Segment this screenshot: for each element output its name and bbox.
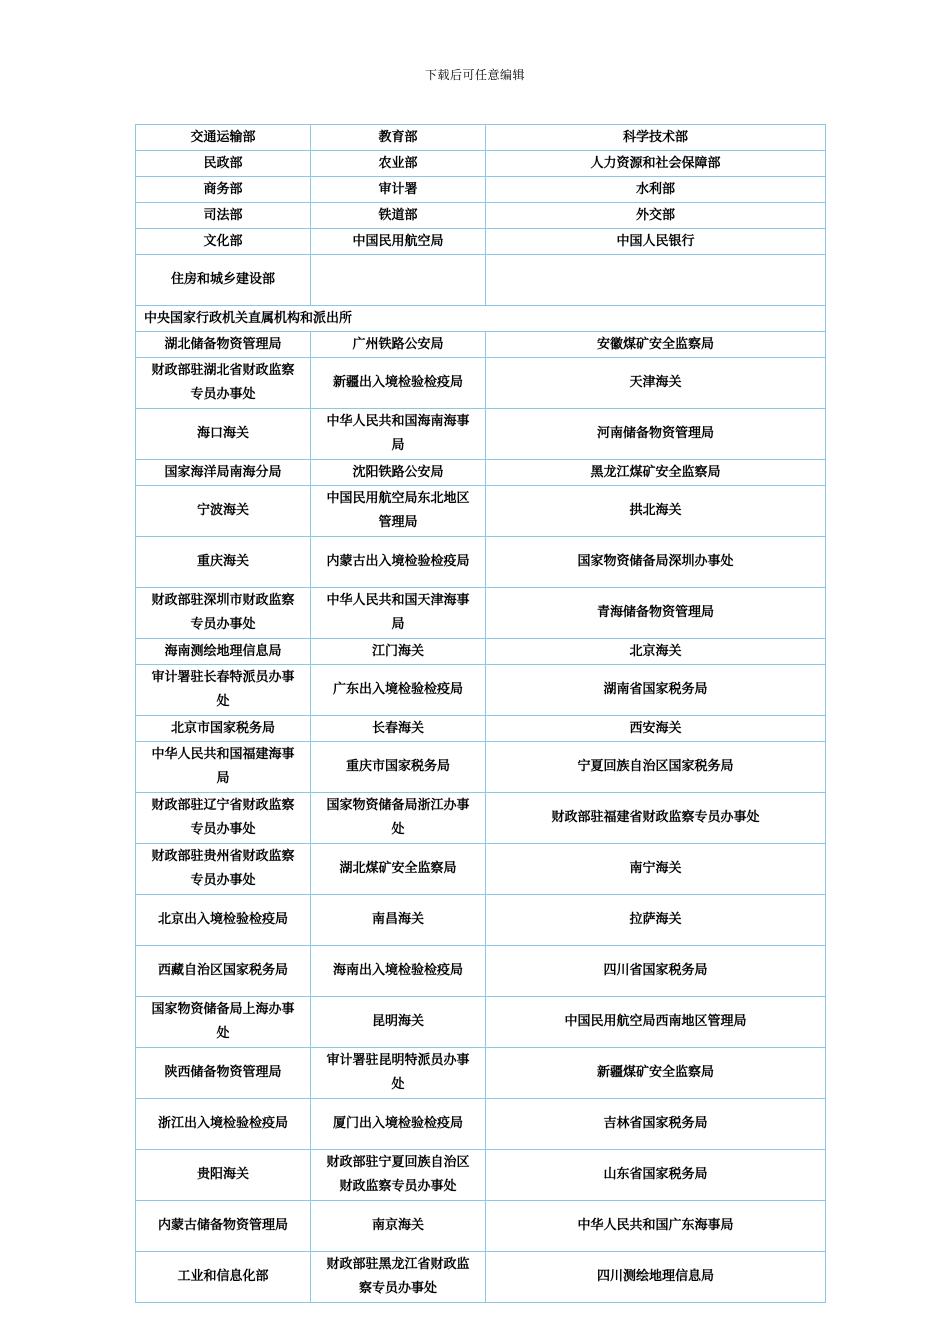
- table-cell: 南京海关: [311, 1201, 486, 1252]
- table-cell: 商务部: [136, 177, 311, 203]
- table-cell: 北京海关: [486, 639, 826, 665]
- table-cell: 财政部驻宁夏回族自治区财政监察专员办事处: [311, 1150, 486, 1201]
- table-cell: 贵阳海关: [136, 1150, 311, 1201]
- table-cell: 中国民用航空局西南地区管理局: [486, 997, 826, 1048]
- table-row: [136, 486, 826, 537]
- section-title: 中央国家行政机关直属机构和派出所: [136, 306, 826, 332]
- table-cell: 中华人民共和国广东海事局: [486, 1201, 826, 1252]
- table-cell: 海南出入境检验检疫局: [311, 946, 486, 997]
- table-cell: 中华人民共和国福建海事局: [136, 742, 311, 793]
- table-cell: 内蒙古出入境检验检疫局: [311, 537, 486, 588]
- table-cell: 天津海关: [486, 358, 826, 409]
- table-cell: 陕西储备物资管理局: [136, 1048, 311, 1099]
- table-cell: 湖南省国家税务局: [486, 665, 826, 716]
- table-row: [136, 1150, 826, 1201]
- table-cell: 黑龙江煤矿安全监察局: [486, 460, 826, 486]
- table-cell: 铁道部: [311, 203, 486, 229]
- table-cell: 中国民用航空局东北地区管理局: [311, 486, 486, 537]
- table-cell: 四川省国家税务局: [486, 946, 826, 997]
- table-cell: 西藏自治区国家税务局: [136, 946, 311, 997]
- table-cell: 外交部: [486, 203, 826, 229]
- table-cell: 新疆煤矿安全监察局: [486, 1048, 826, 1099]
- table-cell: 工业和信息化部: [136, 1252, 311, 1303]
- table-cell: 科学技术部: [486, 125, 826, 151]
- table-cell: 财政部驻贵州省财政监察专员办事处: [136, 844, 311, 895]
- table-cell: 北京市国家税务局: [136, 716, 311, 742]
- table-cell: 交通运输部: [136, 125, 311, 151]
- table-row: [136, 588, 826, 639]
- table-cell: 昆明海关: [311, 997, 486, 1048]
- table-row: [136, 125, 826, 151]
- table-cell: 湖北煤矿安全监察局: [311, 844, 486, 895]
- table-cell: 浙江出入境检验检疫局: [136, 1099, 311, 1150]
- table-cell: 农业部: [311, 151, 486, 177]
- table-cell: 吉林省国家税务局: [486, 1099, 826, 1150]
- table-cell: [486, 255, 826, 306]
- table-row: [136, 229, 826, 255]
- table-cell: 司法部: [136, 203, 311, 229]
- table-cell: 中华人民共和国天津海事局: [311, 588, 486, 639]
- table-row: [136, 203, 826, 229]
- table-cell: 山东省国家税务局: [486, 1150, 826, 1201]
- table-cell: 广州铁路公安局: [311, 332, 486, 358]
- table-cell: 审计署: [311, 177, 486, 203]
- table-cell: 四川测绘地理信息局: [486, 1252, 826, 1303]
- agency-table: [135, 124, 826, 1303]
- table-cell: 南昌海关: [311, 895, 486, 946]
- table-cell: 宁波海关: [136, 486, 311, 537]
- table-cell: 财政部驻福建省财政监察专员办事处: [486, 793, 826, 844]
- table-row: [136, 716, 826, 742]
- table-cell: 海南测绘地理信息局: [136, 639, 311, 665]
- table-row: [136, 460, 826, 486]
- table-row: [136, 895, 826, 946]
- table-cell: 拱北海关: [486, 486, 826, 537]
- table-row: [136, 1048, 826, 1099]
- table-cell: 北京出入境检验检疫局: [136, 895, 311, 946]
- table-cell: 财政部驻湖北省财政监察专员办事处: [136, 358, 311, 409]
- table-cell: 河南储备物资管理局: [486, 409, 826, 460]
- table-cell: 财政部驻深圳市财政监察专员办事处: [136, 588, 311, 639]
- table-row: [136, 537, 826, 588]
- table-cell: 审计署驻长春特派员办事处: [136, 665, 311, 716]
- table-cell: 江门海关: [311, 639, 486, 665]
- table-cell: 重庆海关: [136, 537, 311, 588]
- table-cell: 新疆出入境检验检疫局: [311, 358, 486, 409]
- table-cell: 广东出入境检验检疫局: [311, 665, 486, 716]
- table-cell: 宁夏回族自治区国家税务局: [486, 742, 826, 793]
- table-row: [136, 177, 826, 203]
- section-row: [136, 306, 826, 332]
- table-cell: 沈阳铁路公安局: [311, 460, 486, 486]
- table-cell: 住房和城乡建设部: [136, 255, 311, 306]
- table-row: [136, 332, 826, 358]
- table-cell: 中国民用航空局: [311, 229, 486, 255]
- table-cell: 西安海关: [486, 716, 826, 742]
- table-cell: 拉萨海关: [486, 895, 826, 946]
- table-cell: [311, 255, 486, 306]
- table-row: [136, 1099, 826, 1150]
- table-cell: 海口海关: [136, 409, 311, 460]
- table-cell: 教育部: [311, 125, 486, 151]
- table-cell: 国家物资储备局深圳办事处: [486, 537, 826, 588]
- table-row: [136, 358, 826, 409]
- table-cell: 青海储备物资管理局: [486, 588, 826, 639]
- table-row: [136, 1201, 826, 1252]
- table-cell: 审计署驻昆明特派员办事处: [311, 1048, 486, 1099]
- table-cell: 人力资源和社会保障部: [486, 151, 826, 177]
- table-cell: 财政部驻辽宁省财政监察专员办事处: [136, 793, 311, 844]
- table-row: [136, 946, 826, 997]
- table-cell: 厦门出入境检验检疫局: [311, 1099, 486, 1150]
- table-row: [136, 1252, 826, 1303]
- table-row: [136, 665, 826, 716]
- table-row: [136, 844, 826, 895]
- table-row: [136, 793, 826, 844]
- table-cell: 重庆市国家税务局: [311, 742, 486, 793]
- table-cell: 文化部: [136, 229, 311, 255]
- table-row: [136, 255, 826, 306]
- table-row: [136, 997, 826, 1048]
- table-body: [136, 125, 826, 1303]
- table-cell: 长春海关: [311, 716, 486, 742]
- header-note: 下载后可任意编辑: [424, 68, 525, 82]
- table-cell: 国家海洋局南海分局: [136, 460, 311, 486]
- table-row: [136, 742, 826, 793]
- table-row: [136, 409, 826, 460]
- table-row: [136, 151, 826, 177]
- table-row: [136, 639, 826, 665]
- table-cell: 民政部: [136, 151, 311, 177]
- table-cell: 国家物资储备局上海办事处: [136, 997, 311, 1048]
- table-cell: 中国人民银行: [486, 229, 826, 255]
- table-cell: 财政部驻黑龙江省财政监察专员办事处: [311, 1252, 486, 1303]
- table-cell: 国家物资储备局浙江办事处: [311, 793, 486, 844]
- table-cell: 湖北储备物资管理局: [136, 332, 311, 358]
- table-cell: 中华人民共和国海南海事局: [311, 409, 486, 460]
- table-cell: 内蒙古储备物资管理局: [136, 1201, 311, 1252]
- table-cell: 安徽煤矿安全监察局: [486, 332, 826, 358]
- table-cell: 南宁海关: [486, 844, 826, 895]
- table-cell: 水利部: [486, 177, 826, 203]
